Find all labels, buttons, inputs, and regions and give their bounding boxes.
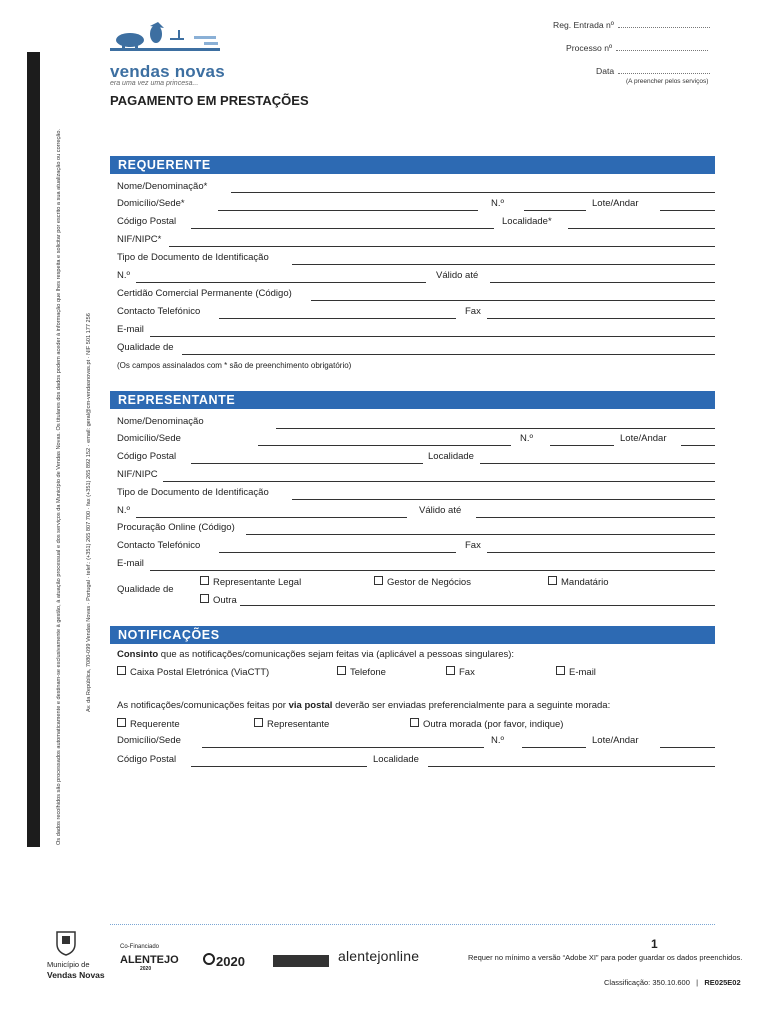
rep-contacto-label: Contacto Telefónico bbox=[117, 540, 201, 551]
section-requerente-heading: REQUERENTE bbox=[110, 156, 715, 174]
alentejo-year: 2020 bbox=[140, 966, 152, 972]
rep-domicilio-label: Domicílio/Sede bbox=[117, 433, 181, 444]
rep-email-input[interactable] bbox=[150, 570, 715, 571]
rep-opt-legal-checkbox[interactable] bbox=[200, 576, 301, 588]
rep-nif-label: NIF/NIPC bbox=[117, 469, 158, 480]
req-n-input[interactable] bbox=[524, 210, 586, 211]
rep-contacto-input[interactable] bbox=[219, 552, 456, 553]
rep-lote-input[interactable] bbox=[681, 445, 715, 446]
postal-statement bbox=[117, 700, 610, 711]
rep-localidade-label: Localidade bbox=[428, 451, 474, 462]
req-email-input[interactable] bbox=[150, 336, 715, 337]
req-email-label: E-mail bbox=[117, 324, 144, 335]
rep-opt-outra-checkbox[interactable] bbox=[200, 594, 237, 606]
rep-nome-input[interactable] bbox=[276, 428, 715, 429]
notif-localidade-label: Localidade bbox=[373, 754, 419, 765]
rep-fax-label: Fax bbox=[465, 540, 481, 551]
section-representante-heading: REPRESENTANTE bbox=[110, 391, 715, 409]
rep-nif-input[interactable] bbox=[163, 481, 715, 482]
req-nif-label: NIF/NIPC* bbox=[117, 234, 162, 245]
data-field[interactable] bbox=[596, 66, 710, 76]
postal-b: deverão ser enviadas preferencialmente para a seguinte morada: bbox=[332, 700, 611, 711]
data-label: Data bbox=[596, 66, 615, 76]
rep-opt-mandatario-label: Mandatário bbox=[561, 577, 609, 588]
req-nif-input[interactable] bbox=[169, 246, 715, 247]
rep-n-doc-label: N.º bbox=[117, 505, 130, 516]
rep-opt-mandatario-checkbox[interactable] bbox=[548, 576, 609, 588]
req-nome-label: Nome/Denominação* bbox=[117, 181, 208, 192]
notif-lote-input[interactable] bbox=[660, 747, 715, 748]
notif-fax-checkbox[interactable] bbox=[446, 666, 475, 678]
notif-domicilio-label: Domicílio/Sede bbox=[117, 735, 181, 746]
rep-qualidade-label: Qualidade de bbox=[117, 584, 174, 595]
postal-a: As notificações/comunicações feitas por bbox=[117, 700, 289, 711]
req-n-doc-input[interactable] bbox=[136, 282, 426, 283]
rep-domicilio-input[interactable] bbox=[258, 445, 511, 446]
form-code: RE025E02 bbox=[704, 978, 741, 987]
notif-email-checkbox[interactable] bbox=[556, 666, 596, 678]
classification-separator: | bbox=[696, 978, 699, 987]
req-qualidade-input[interactable] bbox=[182, 354, 715, 355]
notif-telefone-label: Telefone bbox=[350, 667, 386, 678]
req-codigo-postal-label: Código Postal bbox=[117, 216, 177, 227]
rep-n-input[interactable] bbox=[550, 445, 614, 446]
rep-codigo-postal-label: Código Postal bbox=[117, 451, 177, 462]
footer-municipio-a: Município de bbox=[47, 960, 90, 969]
alentejo-logo-text: ALENTEJO bbox=[120, 954, 179, 966]
logo-tagline: era uma vez uma princesa... bbox=[110, 80, 199, 87]
req-n-doc-label: N.º bbox=[117, 270, 130, 281]
cofinanciado-label: Co-Financiado bbox=[120, 944, 160, 950]
req-codigo-postal-input[interactable] bbox=[191, 228, 494, 229]
rep-lote-label: Lote/Andar bbox=[620, 433, 667, 444]
rep-valido-input[interactable] bbox=[476, 517, 715, 518]
rep-email-label: E-mail bbox=[117, 558, 144, 569]
sidebar-strip bbox=[27, 52, 40, 847]
rep-outra-input[interactable] bbox=[240, 605, 715, 606]
postal-representante-label: Representante bbox=[267, 719, 330, 730]
postal-requerente-label: Requerente bbox=[130, 719, 180, 730]
consent-rest: que as notificações/comunicações sejam feitas via (aplicável a pessoas singulares): bbox=[158, 649, 515, 660]
req-certidao-label: Certidão Comercial Permanente (Código) bbox=[117, 288, 292, 299]
processo-label: Processo nº bbox=[566, 43, 613, 53]
notif-n-input[interactable] bbox=[522, 747, 586, 748]
rep-opt-gestor-label: Gestor de Negócios bbox=[387, 577, 471, 588]
classification-code: Classificação: 350.10.600 bbox=[604, 978, 690, 987]
notif-n-label: N.º bbox=[491, 735, 504, 746]
rep-n-label: N.º bbox=[520, 433, 533, 444]
notif-telefone-checkbox[interactable] bbox=[337, 666, 386, 678]
page-title: PAGAMENTO EM PRESTAÇÕES bbox=[110, 93, 309, 108]
consent-bold: Consinto bbox=[117, 649, 159, 660]
notif-codigo-postal-input[interactable] bbox=[191, 766, 367, 767]
rep-fax-input[interactable] bbox=[487, 552, 715, 553]
classification bbox=[604, 978, 741, 987]
req-contacto-input[interactable] bbox=[219, 318, 456, 319]
sidebar-privacy-text: Os dados recolhidos são processados automaticamente e destinam-se exclusivamente à gestão, à atuação processual e dos serviços da Município de Vendas Novas. Os titulares dos dados podem aceder à informação que lhes respeita e solicitar por escrito a sua atualização ou correção. bbox=[56, 128, 62, 845]
notif-lote-label: Lote/Andar bbox=[592, 735, 639, 746]
req-nome-input[interactable] bbox=[231, 192, 715, 193]
postal-representante-checkbox[interactable] bbox=[254, 718, 329, 730]
postal-requerente-checkbox[interactable] bbox=[117, 718, 180, 730]
servicos-note: (A preencher pelos serviços) bbox=[626, 78, 709, 85]
req-qualidade-label: Qualidade de bbox=[117, 342, 174, 353]
portugal2020-icon bbox=[203, 952, 215, 966]
reg-entrada-field[interactable] bbox=[553, 20, 710, 30]
notif-email-label: E-mail bbox=[569, 667, 596, 678]
req-localidade-input[interactable] bbox=[568, 228, 715, 229]
logo-text: vendas novas bbox=[110, 62, 225, 81]
rep-tipo-doc-label: Tipo de Documento de Identificação bbox=[117, 487, 269, 498]
municipality-logo-icon bbox=[108, 20, 223, 62]
postal-outra-label: Outra morada (por favor, indique) bbox=[423, 719, 564, 730]
req-lote-label: Lote/Andar bbox=[592, 198, 639, 209]
rep-procuracao-label: Procuração Online (Código) bbox=[117, 522, 235, 533]
rep-localidade-input[interactable] bbox=[480, 463, 715, 464]
req-valido-input[interactable] bbox=[490, 282, 715, 283]
rep-n-doc-input[interactable] bbox=[136, 517, 407, 518]
req-valido-label: Válido até bbox=[436, 270, 479, 281]
rep-procuracao-input[interactable] bbox=[246, 534, 715, 535]
municipality-crest-icon bbox=[55, 930, 77, 956]
rep-opt-outra-label: Outra bbox=[213, 595, 237, 606]
footer-municipio-b: Vendas Novas bbox=[47, 970, 105, 980]
page-number: 1 bbox=[651, 937, 658, 951]
notif-localidade-input[interactable] bbox=[428, 766, 715, 767]
rep-opt-gestor-checkbox[interactable] bbox=[374, 576, 471, 588]
req-fax-label: Fax bbox=[465, 306, 481, 317]
reg-entrada-label: Reg. Entrada nº bbox=[553, 20, 614, 30]
req-localidade-label: Localidade* bbox=[502, 216, 552, 227]
notif-caixa-checkbox[interactable] bbox=[117, 666, 269, 678]
rep-tipo-doc-input[interactable] bbox=[292, 499, 715, 500]
eu-logo-icon bbox=[273, 955, 329, 967]
req-certidao-input[interactable] bbox=[311, 300, 715, 301]
consent-statement bbox=[117, 649, 514, 660]
postal-bold: via postal bbox=[288, 700, 333, 711]
notif-domicilio-input[interactable] bbox=[202, 747, 484, 748]
req-mandatory-note: (Os campos assinalados com * são de preenchimento obrigatório) bbox=[117, 361, 352, 370]
adobe-requirement-note: Requer no mínimo a versão “Adobe XI” para poder guardar os dados preenchidos. bbox=[468, 953, 743, 962]
portugal2020-logo-text: 2020 bbox=[216, 954, 245, 969]
footer-divider bbox=[110, 924, 715, 925]
postal-outra-checkbox[interactable] bbox=[410, 718, 563, 730]
notif-fax-label: Fax bbox=[459, 667, 475, 678]
req-domicilio-input[interactable] bbox=[218, 210, 478, 211]
sidebar-address-text: Av. da República, 7080-099 Vendas Novas · Portugal · telef.: (+351) 265 807 700 · fax (+351) 265 892 152 · email: geral@cm-vendasnovas.pt · NIF 501 177 256 bbox=[86, 313, 92, 712]
req-n-label: N.º bbox=[491, 198, 504, 209]
rep-nome-label: Nome/Denominação bbox=[117, 416, 204, 427]
alentejonline-logo-text: alentejonline bbox=[338, 948, 420, 964]
processo-field[interactable] bbox=[566, 43, 708, 53]
section-notificacoes-heading: NOTIFICAÇÕES bbox=[110, 626, 715, 644]
req-contacto-label: Contacto Telefónico bbox=[117, 306, 201, 317]
req-fax-input[interactable] bbox=[487, 318, 715, 319]
rep-codigo-postal-input[interactable] bbox=[191, 463, 423, 464]
req-lote-input[interactable] bbox=[660, 210, 715, 211]
notif-codigo-postal-label: Código Postal bbox=[117, 754, 177, 765]
req-tipo-doc-label: Tipo de Documento de Identificação bbox=[117, 252, 269, 263]
rep-valido-label: Válido até bbox=[419, 505, 462, 516]
req-domicilio-label: Domicílio/Sede* bbox=[117, 198, 185, 209]
notif-caixa-label: Caixa Postal Eletrónica (ViaCTT) bbox=[130, 667, 270, 678]
req-tipo-doc-input[interactable] bbox=[292, 264, 715, 265]
rep-opt-legal-label: Representante Legal bbox=[213, 577, 302, 588]
